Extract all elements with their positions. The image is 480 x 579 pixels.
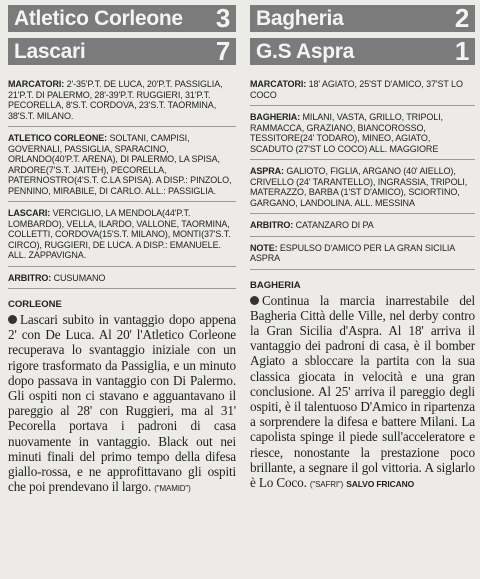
- away-team-name: G.S Aspra: [256, 39, 355, 63]
- lineup-home-text: SOLTANI, CAMPISI, GOVERNALI, PASSIGLIA, SPARACINO, ORLANDO(40'P.T. ARENA), DI PALERMO, LA SPISA, ARDORE(7'S.T. JAITEH), PECORELLA, PATERNOSTRO(4'S.T. C.LA SPISA). A DISP.: PINZOLO, PENNINO, MIRABILE, DI CARLO. ALL.: PASSIGLIA.: [8, 133, 232, 196]
- away-score-bar: [250, 38, 475, 65]
- article-signature: ("SAFRI"): [309, 479, 344, 489]
- lineup-away-text: GALIOTO, FIGLIA, ARGANO (40' AIELLO), CRIVELLO (24' TARANTELLO), INGRASSIA, TRIPOLI, MATERAZZO, BARBA (1'ST D'AMICO), SCIORTINO, GARGANO, LANDOLINA. ALL. MESSINA: [250, 166, 468, 208]
- article-author: SALVO FRICANO: [346, 478, 415, 489]
- away-team-name: Lascari: [14, 39, 86, 63]
- article-body: [250, 293, 475, 493]
- article-text: Lascari subito in vantaggio dopo appena 2' con De Luca. Al 20' l'Atletico Corleone recuperava lo svantaggio iniziale con un rigore trasformato da Passiglia, e un minuto dopo passava in vantaggio con Di Palermo. Gli ospiti non ci stavano e agguantavano il pareggio al 28' con Ruggieri, ma al 31' Pecorella portava i padroni di casa nuovamente in vantaggio. Black out nei minuti finali del primo tempo della difesa giallo-rossa, e ne approfittavano gli ospiti che poi prendevano il largo.: [8, 312, 236, 495]
- home-score-bar: [250, 5, 475, 32]
- notes-block: [250, 237, 475, 270]
- referee-block: [250, 214, 475, 237]
- article-location: BAGHERIA: [250, 279, 301, 291]
- lineup-home-block: [8, 127, 236, 202]
- notes-label: NOTE:: [250, 242, 278, 253]
- article-text: Continua la marcia inarrestabile del Bagheria Città delle Ville, nel derby contro la Gran Sicilia d'Aspra. Al 18' arriva il vantaggio dei padroni di casa, è il bomber Agiato a sbloccare la partita con la sua classica giocata in velocità e una gran conclusione. Al 25' arriva il pareggio degli ospiti, è il talentuoso D'Amico in ripartenza a sorprendere la difesa e battere Milani. La capolista spinge il piede sull'acceleratore e riesce, nonostante la prestazione poco brillante, a segnare il gol vittoria. A siglarlo è Lo Coco.: [250, 292, 475, 490]
- right-column: [250, 0, 475, 492]
- home-team-score: 3: [215, 3, 230, 33]
- lineup-away-block: [250, 160, 475, 214]
- home-team-name: Bagheria: [256, 6, 344, 30]
- scorers-block: [250, 73, 475, 106]
- lineup-home-text: MILANI, VASTA, GRILLO, TRIPOLI, RAMMACCA, GRAZIANO, BIANCOROSSO, TESSITORE(24' TODARO), MINEO, AGIATO, SCADUTO (27'ST LO COCO) ALL. MAGGIORE: [250, 112, 443, 154]
- away-team-score: 1: [454, 36, 469, 66]
- bullet-icon: [250, 296, 259, 305]
- scorers-block: [8, 73, 236, 127]
- left-column: [8, 0, 236, 496]
- scorers-text: 18' AGIATO, 25'ST D'AMICO, 37'ST LO COCO: [250, 79, 463, 100]
- lineup-home-label: ATLETICO CORLEONE:: [8, 133, 108, 143]
- lineup-away-text: VERCIGLIO, LA MENDOLA(44'P.T. LOMBARDO), VELLA, ILARDO, VALLONE, TAORMINA, COLLETTI, CORDOVA(15'S.T. MILANO), MONTI(37'S.T. CIRCO), RUGGIERI, DE LUCA. A DISP.: EMANUELE. ALL. ZAPPAVIGNA.: [8, 208, 231, 260]
- home-score-bar: [8, 5, 236, 32]
- home-team-score: 2: [454, 3, 469, 33]
- referee-label: ARBITRO:: [250, 220, 294, 230]
- referee-text: CATANZARO DI PA: [295, 220, 374, 230]
- away-score-bar: [8, 38, 236, 65]
- article-signature: ("MAMID"): [154, 484, 191, 494]
- notes-text: ESPULSO D'AMICO PER LA GRAN SICILIA ASPRA: [250, 242, 455, 263]
- bullet-icon: [8, 315, 17, 324]
- away-team-score: 7: [215, 36, 230, 66]
- lineup-home-label: BAGHERIA:: [250, 112, 301, 122]
- lineup-away-block: [8, 202, 236, 267]
- home-team-name: Atletico Corleone: [14, 6, 183, 30]
- lineup-home-block: [250, 106, 475, 160]
- referee-block: [8, 267, 236, 290]
- article-body: [8, 312, 236, 496]
- lineup-away-label: LASCARI:: [8, 208, 51, 218]
- article-location: CORLEONE: [8, 299, 62, 310]
- referee-text: CUSUMANO: [53, 272, 106, 283]
- scorers-text: 2'-35'P.T. DE LUCA, 20'P.T. PASSIGLIA, 21'P.T. DI PALERMO, 28'-39'P.T. RUGGIERI, 31'P.T. PECORELLA, 8'S.T. CORDOVA, 23'S.T. TAORMINA, 38'S.T. MILANO.: [8, 79, 223, 121]
- referee-label: ARBITRO:: [8, 272, 52, 283]
- lineup-away-label: ASPRA:: [250, 166, 284, 176]
- scorers-label: MARCATORI:: [8, 79, 65, 89]
- scorers-label: MARCATORI:: [250, 79, 307, 89]
